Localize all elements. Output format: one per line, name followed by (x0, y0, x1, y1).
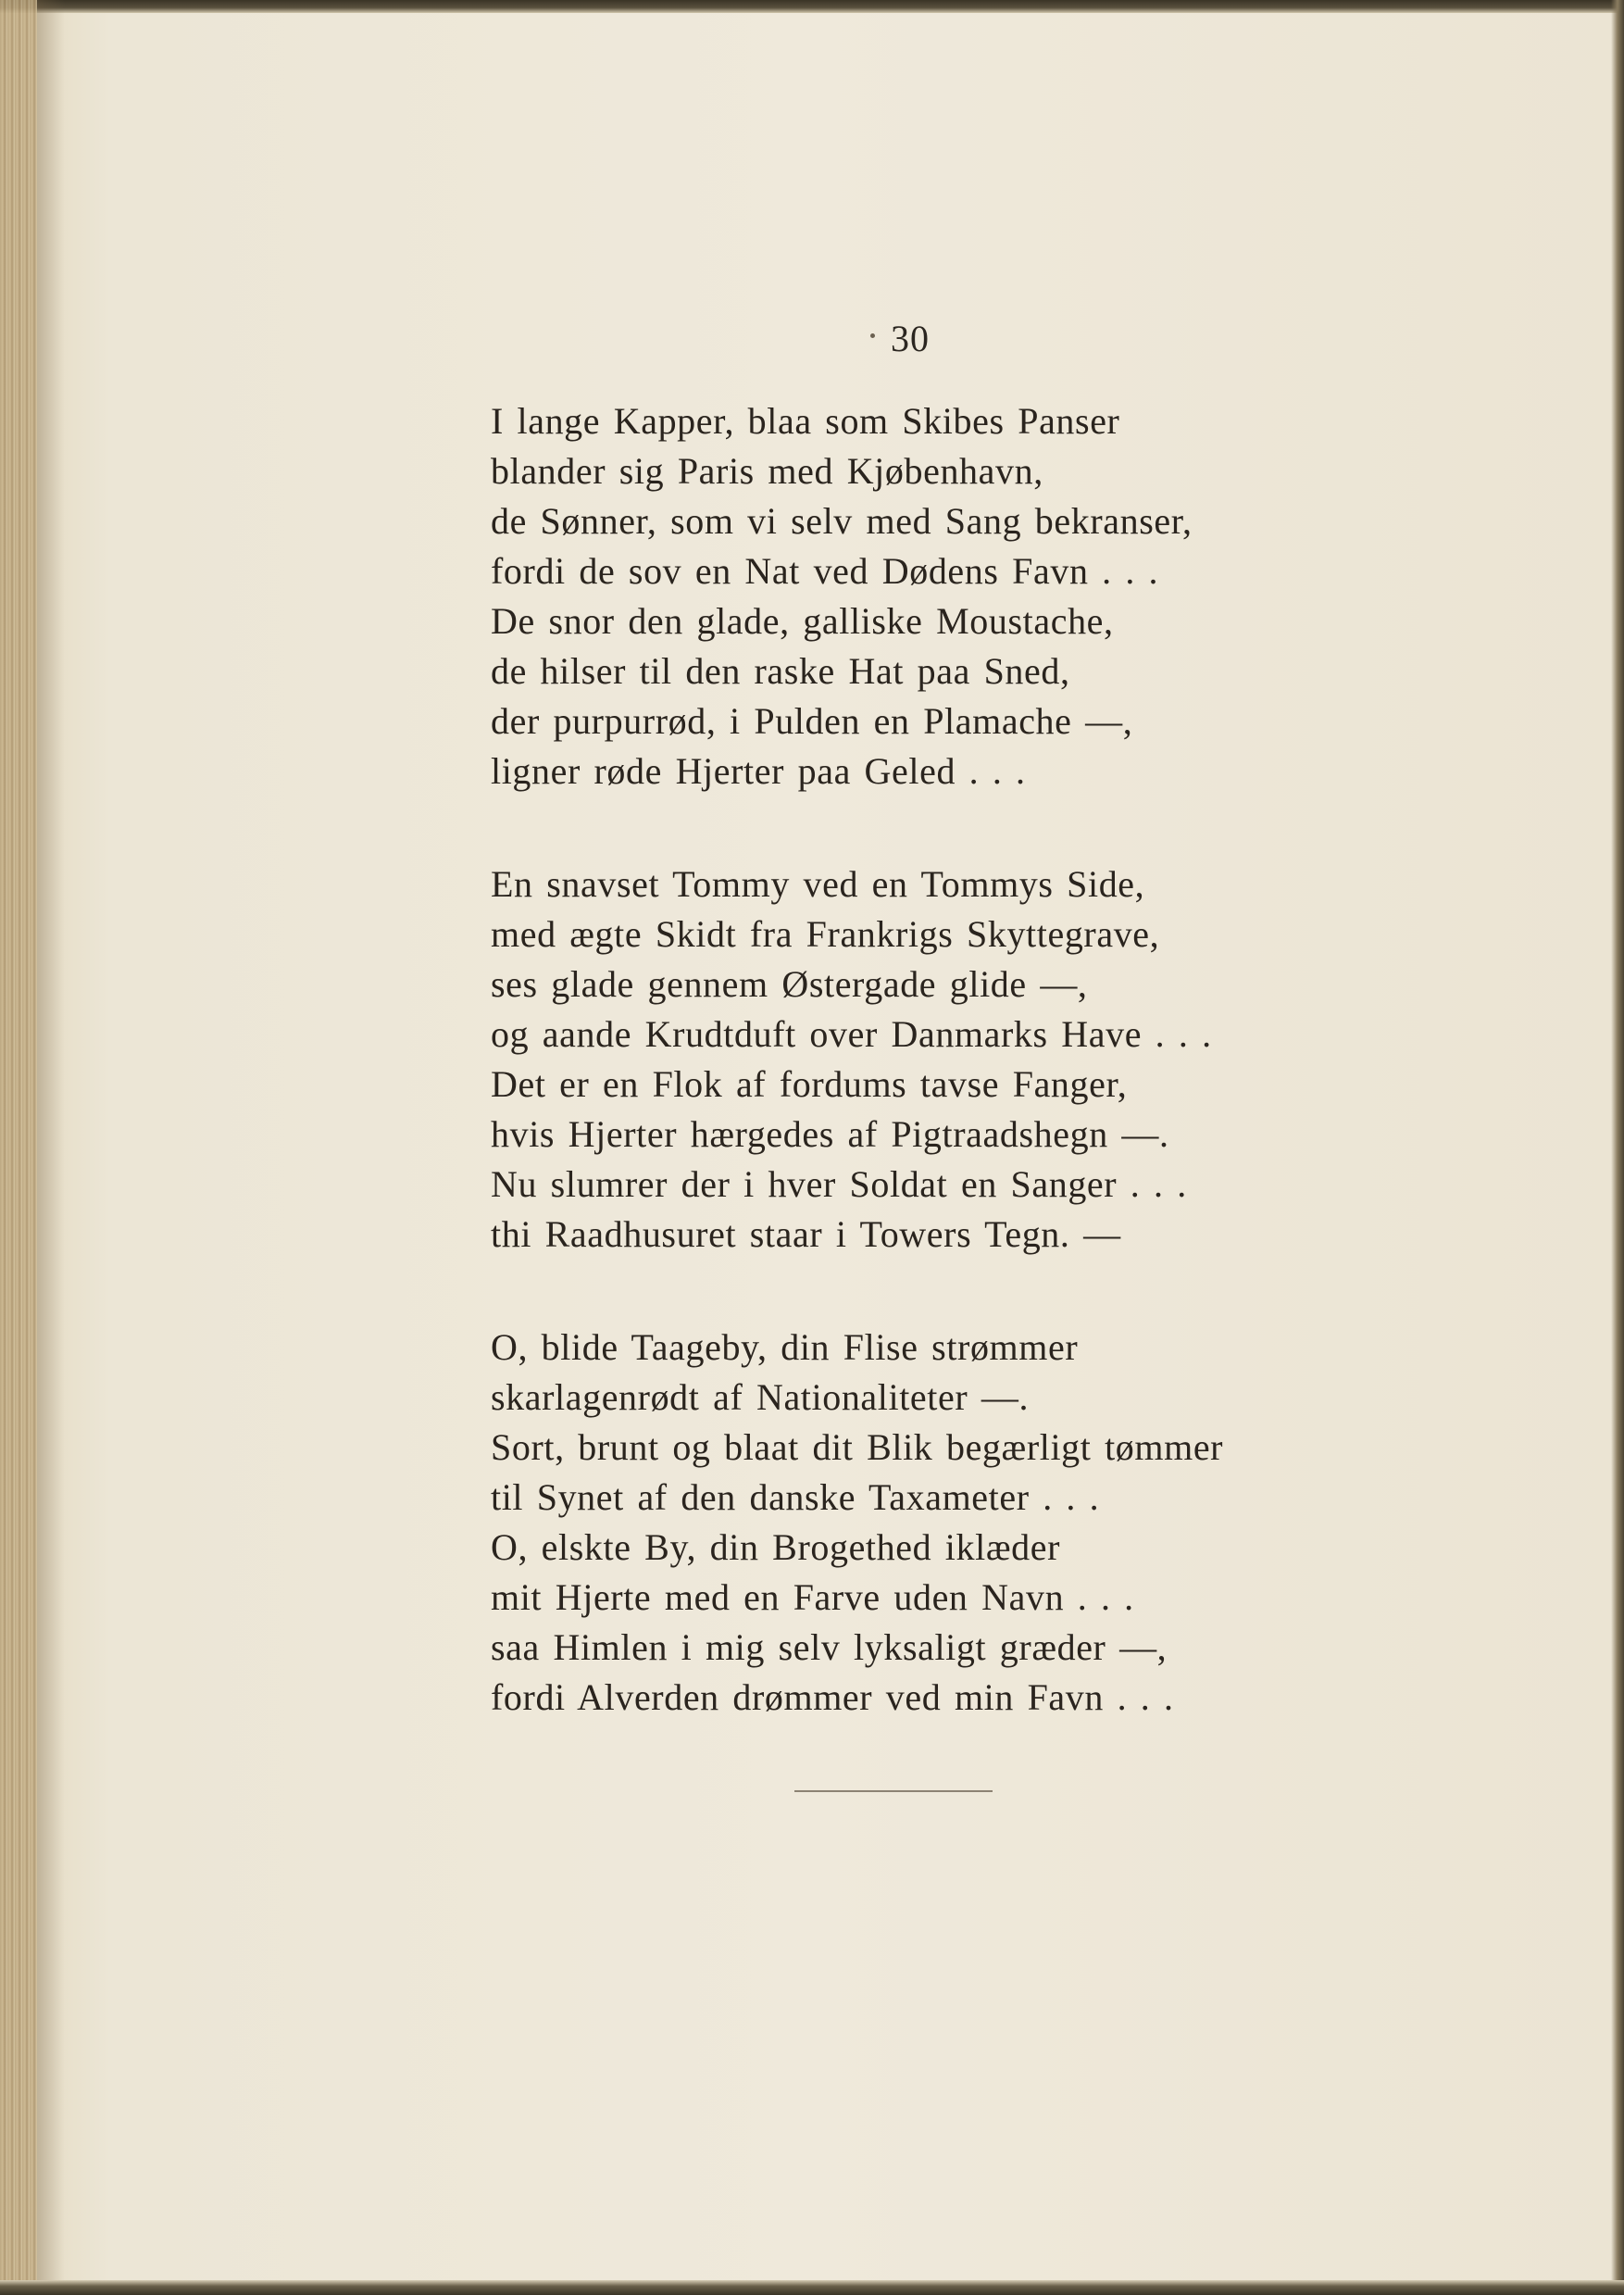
verse-line: En snavset Tommy ved en Tommys Side, (491, 863, 1145, 905)
verse-line: blander sig Paris med Kjøbenhavn, (491, 450, 1043, 492)
verse-line: I lange Kapper, blaa som Skibes Panser (491, 400, 1120, 442)
page-right-edge (1611, 0, 1624, 2295)
verse-line: med ægte Skidt fra Frankrigs Skyttegrave, (491, 913, 1160, 955)
verse-line: fordi de sov en Nat ved Dødens Favn . . . (491, 550, 1159, 592)
verse-line: Sort, brunt og blaat dit Blik begærligt tømmer (491, 1426, 1224, 1468)
verse-line: mit Hjerte med en Farve uden Navn . . . (491, 1576, 1134, 1618)
verse-line: Det er en Flok af fordums tavse Fanger, (491, 1063, 1128, 1105)
gutter-shadow (37, 0, 65, 2295)
verse-line: saa Himlen i mig selv lyksaligt græder —, (491, 1626, 1168, 1668)
verse-line: Nu slumrer der i hver Soldat en Sanger . . . (491, 1163, 1187, 1205)
stanza-3 (491, 1323, 1223, 1723)
verse-line: De snor den glade, galliske Moustache, (491, 600, 1114, 642)
page-number: 30 (891, 318, 930, 359)
verse-line: og aande Krudtduft over Danmarks Have . . . (491, 1013, 1212, 1055)
stanza-2 (491, 859, 1212, 1260)
verse-line: O, blide Taageby, din Flise strømmer (491, 1326, 1079, 1368)
page-bottom-edge (0, 2280, 1624, 2295)
stanza-1 (491, 396, 1193, 796)
verse-line: thi Raadhusuret staar i Towers Tegn. — (491, 1213, 1121, 1255)
verse-line: ligner røde Hjerter paa Geled . . . (491, 750, 1026, 792)
book-gutter (0, 0, 37, 2295)
page-top-edge (0, 0, 1624, 13)
verse-line: skarlagenrødt af Nationaliteter —. (491, 1376, 1030, 1418)
verse-line: ses glade gennem Østergade glide —, (491, 963, 1088, 1005)
verse-line: de Sønner, som vi selv med Sang bekranser, (491, 500, 1193, 542)
verse-line: hvis Hjerter hærgedes af Pigtraadshegn —. (491, 1113, 1169, 1155)
verse-line: O, elskte By, din Brogethed iklæder (491, 1526, 1060, 1568)
verse-line: de hilser til den raske Hat paa Sned, (491, 650, 1070, 692)
page-number-dot (870, 333, 875, 338)
verse-line: til Synet af den danske Taxameter . . . (491, 1476, 1100, 1518)
end-rule (794, 1790, 993, 1792)
verse-line: fordi Alverden drømmer ved min Favn . . . (491, 1676, 1174, 1718)
verse-line: der purpurrød, i Pulden en Plamache —, (491, 700, 1133, 742)
